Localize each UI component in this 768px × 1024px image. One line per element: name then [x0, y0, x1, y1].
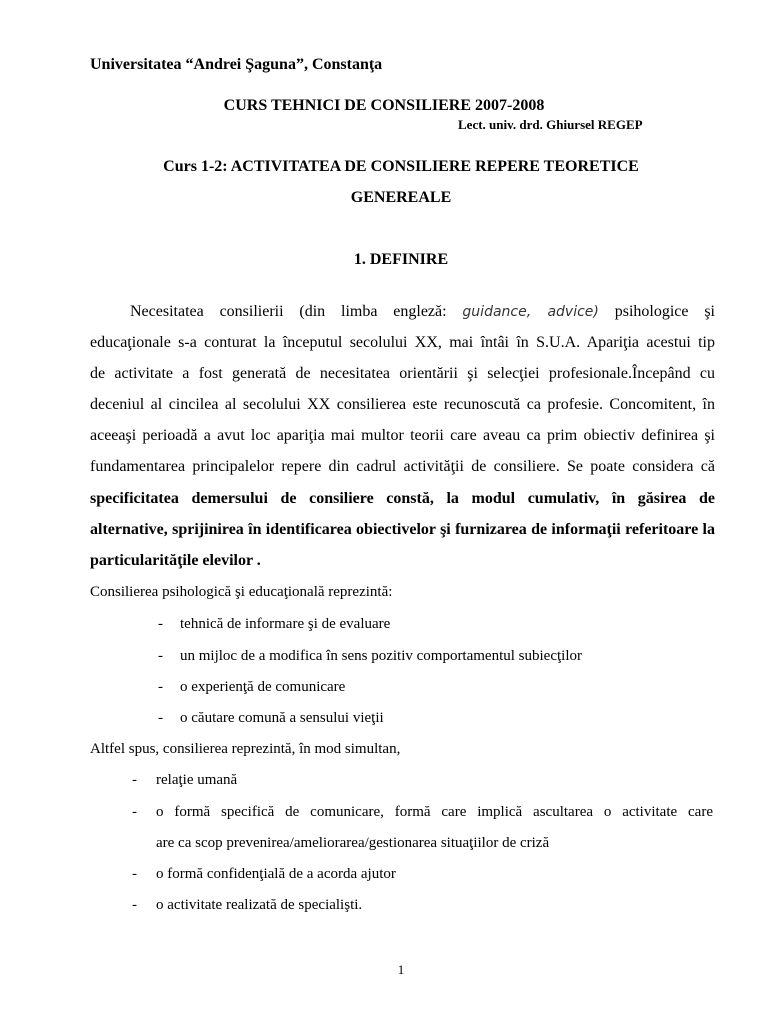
list-1-dash: -	[158, 648, 163, 664]
list-1-dash: -	[158, 679, 163, 695]
paragraph-line-6: fundamentarea principalelor repere din cadrul activităţii de consiliere. Se poate considera că	[90, 458, 715, 475]
list-2-dash: -	[132, 897, 137, 913]
paragraph-line-5: aceeaşi perioadă a avut loc apariţia mai multor teorii care aveau ca prim obiectiv definirea şi	[90, 427, 715, 444]
paragraph-line-2: educaţionale s-a conturat la începutul secolului XX, mai întâi în S.U.A. Apariţia acestui tip	[90, 334, 715, 351]
list-2-item: o formă specifică de comunicare, formă care implică ascultarea o activitate care	[156, 804, 713, 820]
university-name: Universitatea “Andrei Şaguna”, Constanţa	[90, 56, 383, 73]
list-2-item: o activitate realizată de specialişti.	[156, 897, 363, 913]
list-2-intro: Altfel spus, consilierea reprezintă, în mod simultan,	[90, 741, 401, 757]
page-number: 1	[397, 962, 405, 977]
section-heading: 1. DEFINIRE	[353, 251, 449, 268]
list-1-item: o căutare comună a sensului vieţii	[180, 710, 384, 726]
list-2-dash: -	[132, 772, 137, 788]
lecture-title-line-2: GENEREALE	[350, 189, 452, 206]
list-1-dash: -	[158, 710, 163, 726]
list-2-item: relaţie umană	[156, 772, 238, 788]
list-2-item-continuation: are ca scop prevenirea/ameliorarea/gestionarea situaţiilor de criză	[156, 835, 550, 851]
list-2-dash: -	[132, 866, 137, 882]
lecturer-name: Lect. univ. drd. Ghiursel REGEP	[458, 117, 643, 132]
list-1-dash: -	[158, 616, 163, 632]
list-2-dash: -	[132, 804, 137, 820]
lecture-title-line-1: Curs 1-2: ACTIVITATEA DE CONSILIERE REPERE TEORETICE	[163, 158, 639, 175]
paragraph-line-8: alternative, sprijinirea în identificarea obiectivelor şi furnizarea de informaţii referitoare la	[90, 521, 715, 538]
paragraph-italic-terms: guidance, advice)	[462, 304, 599, 320]
paragraph-line-3: de activitate a fost generată de necesitatea orientării şi selecţiei profesionale.Începând cu	[90, 365, 715, 382]
paragraph-line-4: deceniul al cincilea al secolului XX consilierea este recunoscută ca profesie. Concomitent, în	[90, 396, 715, 413]
paragraph-line-9: particularităţile elevilor .	[90, 552, 261, 569]
list-1-item: tehnică de informare şi de evaluare	[180, 616, 391, 632]
list-2-item: o formă confidenţială de a acorda ajutor	[156, 866, 396, 882]
paragraph-line-7: specificitatea demersului de consiliere constă, la modul cumulativ, în găsirea de	[90, 490, 715, 507]
list-1-intro: Consilierea psihologică şi educaţională reprezintă:	[90, 584, 393, 600]
paragraph-line-1: Necesitatea consilierii (din limba engleză: guidance, advice) psihologice şi	[130, 303, 715, 320]
list-1-item: o experienţă de comunicare	[180, 679, 346, 695]
list-1-item: un mijloc de a modifica în sens pozitiv comportamentul subiecţilor	[180, 648, 582, 664]
course-title: CURS TEHNICI DE CONSILIERE 2007-2008	[223, 97, 545, 114]
